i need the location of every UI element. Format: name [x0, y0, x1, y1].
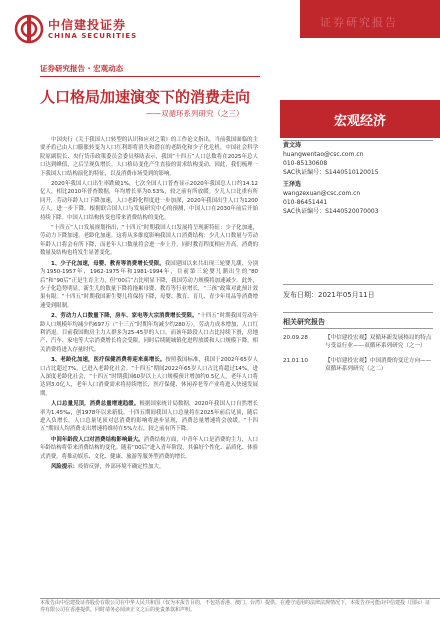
report-title: 人口格局加速演变下的消费走向: [40, 88, 251, 106]
macro-label-box: [280, 100, 440, 138]
body-paragraph: [40, 260, 258, 310]
related-reports-title: 相关研究报告: [283, 318, 325, 326]
paragraph-text: 按照我国标准，我国于2002年65岁人口占比超过7%，已进入老龄化社会。“十四五”期间2022年65岁人口占比将超过14%，进入深度老龄化社会，“十四五”时期我国60岁以上人口规模预计增加约0.5亿人，老年人口将达到3.0亿人，老年人口消费需求将持续增长，医疗保健、休闲养老等产业将进入快速发展期。: [40, 357, 258, 397]
paragraph-text: 2020年我国人口出生率跌破1%，七次全国人口普查显示2020年我国总人口约14.12亿人，相比2010年普查数据，年均增长率为0.53%，较之前有所放缓。少儿人口比重有所回升，劳动年龄人口下降加速，人口老龄化程度进一步加深，2020年我国出生人口为1200万人，进一步下降。根据联合国人口与发展研究中心的预测，中国人口在2030年前后开始持续下降。中国人口结构转变也带来消费结构的变化。: [40, 181, 258, 221]
related-report-title[interactable]: 【中信建投宏观】中国消费的变迁方向——双循环系列研究（之二）: [325, 358, 432, 372]
sidebar-divider: [283, 312, 433, 313]
body-paragraph: [40, 224, 258, 258]
paragraph-heading: 人口总量见顶，消费总量增速趋缓。: [51, 401, 140, 408]
body-paragraph: [40, 463, 258, 471]
paragraph-text: “十四五”人口发展规划指出，“十四五”时期我国人口发展将呈现新特征：少子化加速，劳动力下降加速，老龄化加速。这将从多维度影响我国人口消费结构：少儿人口数量与劳动年龄人口将会有所下降，而老年人口数量将会进一步上升，同时教育程度相应升高，消费的数量及结构也将发生显著变化。: [40, 225, 258, 257]
paragraph-text: 根据国家统计局数据，2020年我国人口自然增长率为1.45‰，创1978年以来新低。十四五期间我国人口总量将在2025年前后见顶，随后进入负增长。人口总量见顶对总消费的影响将逐步显现，消费总量增速将会放缓。“十四五”期间人均消费支出增速将维持在5%左右，较之前有所下降。: [40, 401, 258, 433]
paragraph-text: 我国建国以来共出现三轮婴儿潮，分别为1950-1957年、1962-1975年和1981-1994年，目前第三轮婴儿潮出生的“80后”和“90后”正是生育主力，但“00后”占比明显下降，我国劳动力规模将加速减少。此外，少子化趋势明显，新生儿的数量下降将拖累母婴、教育等行业增长，“三孩”政策对此预计效果有限。“十四五”时期我国新生婴儿将保持下降，母婴、教育、育儿、青少年用品等消费增速受到限制。: [40, 260, 258, 309]
category-divider: [40, 76, 260, 77]
body-paragraph: [40, 136, 258, 178]
analyst-panel: [283, 141, 433, 216]
sidebar-divider: [283, 284, 433, 285]
analyst-phone: 010-85130608: [283, 160, 328, 167]
paragraph-heading: 1、少子化加速，母婴、教育等消费增长受限。: [51, 260, 165, 267]
paragraph-text: “十四五”时期我国劳动年龄人口规模年均减少约697万（“十三五”时期年均减少约280万），劳动力成本增加、人口红利消退。目前我国购房主力人群多为25-45岁的人口，而该年龄段人口占比持续下滑，房地产、汽车、家电等大宗消费增长将会受限，同时后续随城镇化进程放缓和人口规模下降，相关消费将进入存量时代。: [40, 313, 258, 353]
paragraph-heading: 2、劳动力人口数量下降，房车、家电等大宗消费增长受限。: [51, 313, 198, 320]
disclaimer-footer: 本报告由中信建投证券股份有限公司在中华人民共和国（仅为本报告目的，不包括香港、澳门、台湾）提供。在遵守适用的法律法规情况下，本报告亦可能由中信建投（国际）证券有限公司在香港提供。同时请务必阅读正文之后的免责条款和声明。: [40, 600, 431, 613]
analyst-name: 王泽选: [283, 181, 302, 188]
report-category: 证券研究报告 · 宏观动态: [40, 64, 124, 73]
body-paragraph: [40, 400, 258, 434]
paragraph-text: 中国央行《关于我国人口转型的认识和应对之策》的工作论文指出，当前我国面临的主要矛盾已由人口膨胀转变为人口红利即将消失和潜在的老龄化和少子化危机。中国社会科学院原副院长、央行货币政策委员会委员蔡昉表示，我国“十四五”人口总数将在2025年总人口达到峰值，之后呈现负增长。人口格局变化产生直接的需求结构变动，因此，我们梳理一下我国人口结构演化的特征，以及消费市场受到的影响。: [40, 137, 258, 177]
brand-logo-icon: [14, 14, 44, 44]
sidebar-divider: [283, 328, 433, 329]
paragraph-heading: 中间年龄段人口对消费结构影响最大。: [51, 436, 144, 443]
body-paragraph: [40, 312, 258, 354]
body-paragraph: [40, 356, 258, 398]
analyst-email[interactable]: huangwentao@csc.com.cn: [283, 151, 364, 158]
macro-label: 宏观经济: [333, 114, 386, 129]
header-banner: [0, 0, 440, 100]
body-paragraph: [40, 180, 258, 222]
report-body: [40, 136, 258, 473]
paragraph-heading: 3、老龄化加速，医疗保健消费将迎来高增长。: [51, 357, 166, 364]
related-report-title[interactable]: 【中信建投宏观】双循环新发展格局的特点与受益行业——双循环系列研究（之一）: [325, 335, 432, 349]
paragraph-text: 消费结构方面，中青年人口是消费的主力，人口年龄结构将带来消费结构的变化。随着“00后”进入青年阶段，其偏好个性化、品质化、体验式消费，将推动娱乐、文化、健康、旅游等服务型消费的增长。: [40, 436, 258, 460]
paragraph-heading: 风险提示：: [51, 464, 78, 471]
brand-name-cn: 中信建投证券: [48, 18, 127, 32]
paragraph-text: 疫情反弹，外部环境不确定性加大。: [77, 464, 165, 471]
analyst-sac: SAC执证编号：S1440520070003: [283, 208, 379, 215]
brand-name-en: CHINA SECURITIES: [48, 32, 138, 40]
analyst-phone: 010-86451441: [283, 199, 328, 206]
related-report-date: 20.09.28: [283, 335, 308, 341]
report-subtitle: ——双循环系列研究（之三）: [146, 109, 244, 118]
analyst-name: 黄文涛: [283, 142, 302, 149]
analyst-sac: SAC执证编号：S1440510120015: [283, 169, 379, 176]
related-report-date: 21.01.10: [283, 358, 308, 364]
body-paragraph: [40, 436, 258, 461]
analyst-email[interactable]: wangzexuan@csc.com.cn: [283, 190, 361, 197]
banner-watermark: 证券研究报告: [320, 16, 398, 29]
footer-divider: [40, 598, 440, 599]
release-date: 发布日期：2021年05月11日: [283, 291, 375, 299]
